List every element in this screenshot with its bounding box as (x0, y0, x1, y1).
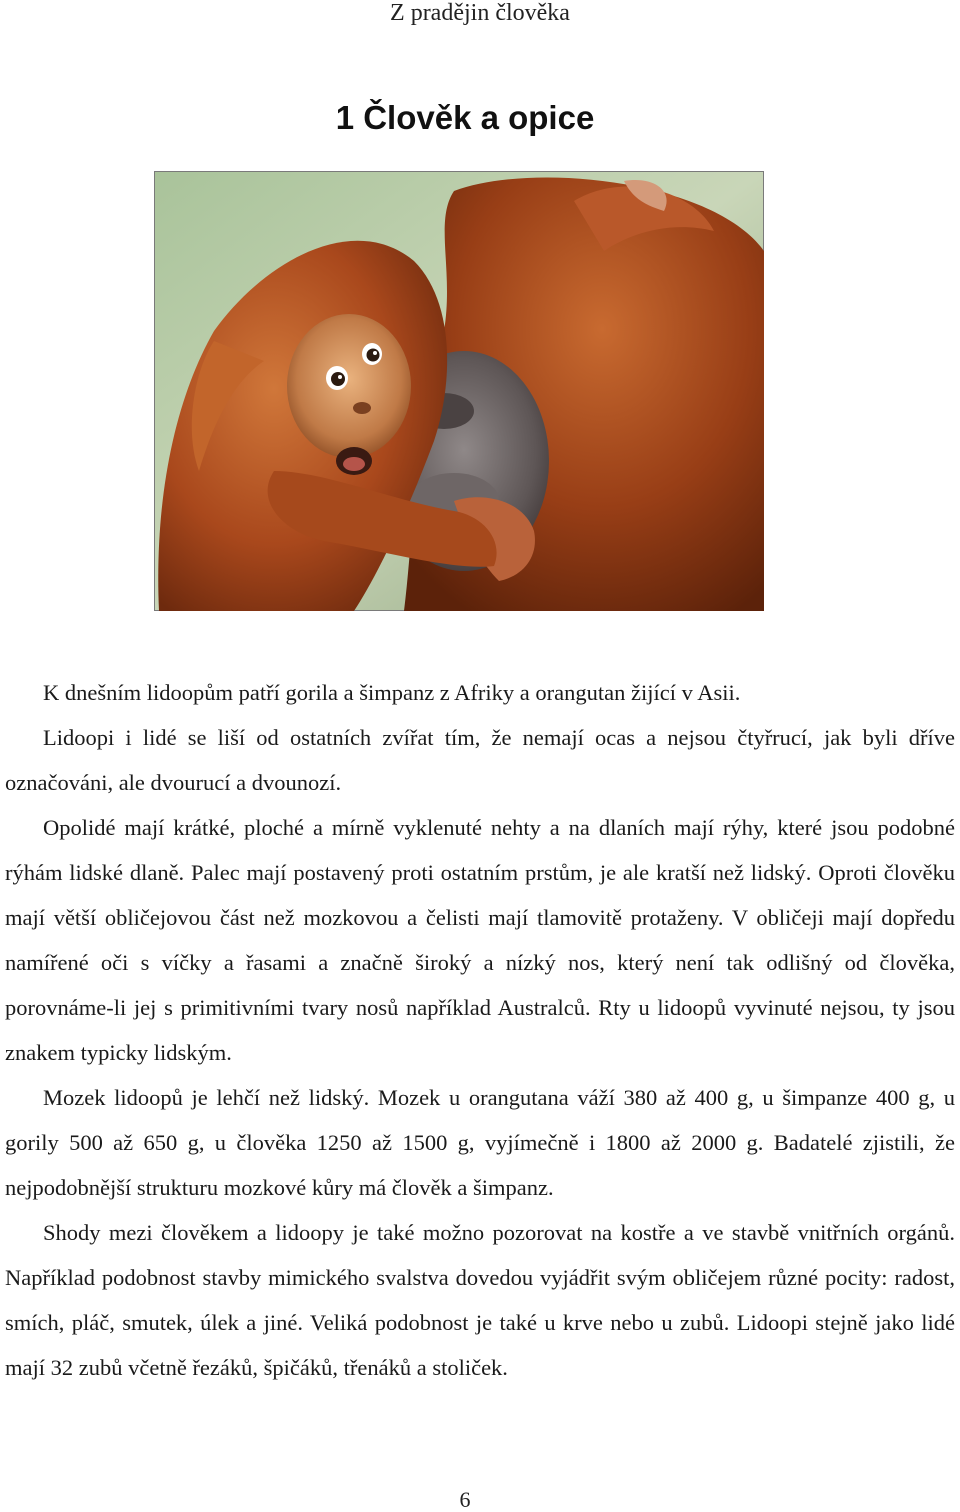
page-number: 6 (459, 1487, 471, 1512)
chapter-title: 1 Člověk a opice (335, 99, 595, 136)
paragraph: Lidoopi i lidé se liší od ostatních zvířat tím, že nemají ocas a nejsou čtyřrucí, jak byli dříve označováni, ale dvourucí a dvounozí. (5, 725, 955, 795)
paragraph: K dnešním lidoopům patří gorila a šimpanz z Afriky a orangutan žijící v Asii. (43, 680, 741, 705)
orangutan-photo (154, 171, 764, 611)
running-header: Z pradějin člověka (390, 0, 570, 26)
paragraph: Opolidé mají krátké, ploché a mírně vyklenuté nehty a na dlaních mají rýhy, které jsou podobné rýhám lidské dlaně. Palec mají postavený proti ostatním prstům, je ale kratší než lidský. Oproti člověku mají větší obličejovou část než mozkovou a čelisti mají tlamovitě protaženy. V obličeji mají dopředu namířené oči s víčky a řasami a značně široký a nízký nos, který není tak odlišný od člověka, porovnáme-li jej s primitivními tvary nosů například Australců. Rty u lidoopů vyvinuté nejsou, ty jsou znakem typicky lidským. (5, 815, 955, 1065)
paragraph: Shody mezi člověkem a lidoopy je také možno pozorovat na kostře a ve stavbě vnitřních orgánů. Například podobnost stavby mimického svalstva dovedou vyjádřit svým obličejem různé pocity: radost, smích, pláč, smutek, úlek a jiné. Veliká podobnost je také u krve nebo u zubů. Lidoopi stejně jako lidé mají 32 zubů včetně řezáků, špičáků, třenáků a stoliček. (5, 1220, 955, 1380)
body-text (5, 670, 955, 1390)
paragraph: Mozek lidoopů je lehčí než lidský. Mozek u orangutana váží 380 až 400 g, u šimpanze 400 g, u gorily 500 až 650 g, u člověka 1250 až 1500 g, vyjímečně i 1800 až 2000 g. Badatelé zjistili, že nejpodobnější strukturu mozkové kůry má člověk a šimpanz. (5, 1085, 955, 1200)
